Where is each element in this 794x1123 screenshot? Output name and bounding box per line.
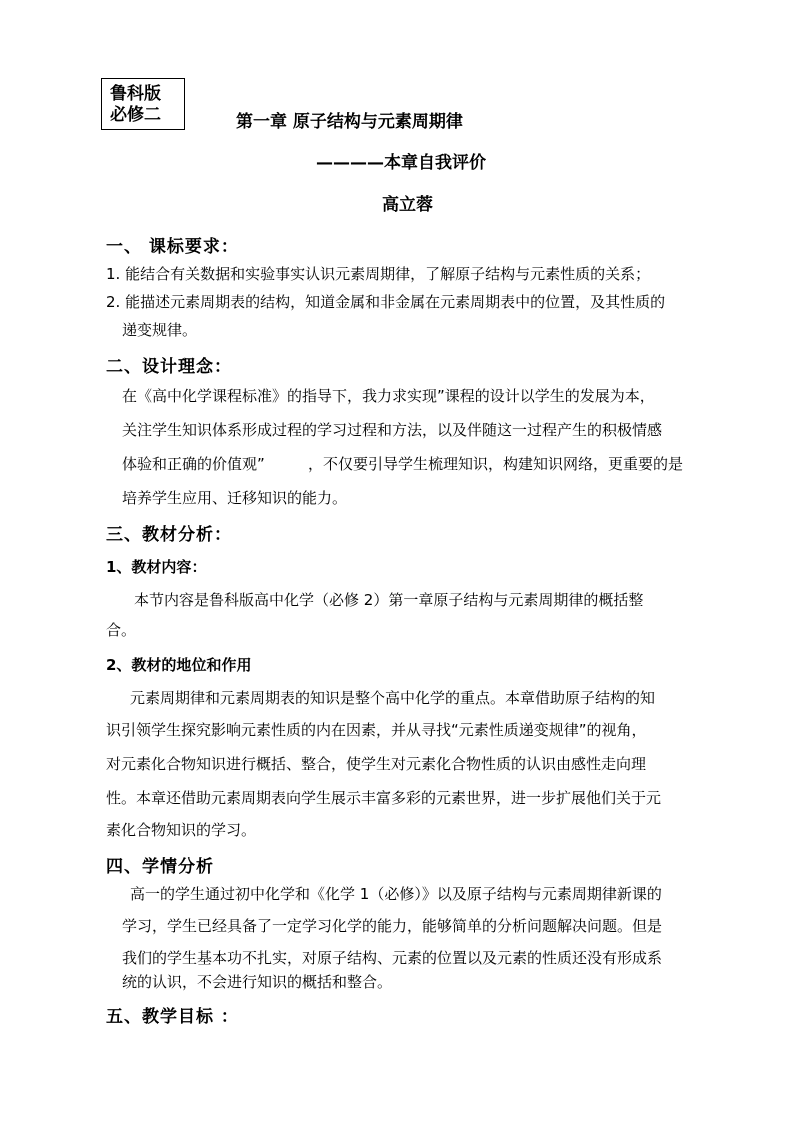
- section-3-sub-2-line-1: 元素周期律和元素周期表的知识是整个高中化学的重点。本章借助原子结构的知: [130, 689, 656, 707]
- section-3-sub-2-heading: 2、教材的地位和作用: [106, 656, 252, 674]
- section-3-sub-2-line-3: 对元素化合物知识进行概括、整合，使学生对元素化合物性质的认识由感性走向理: [106, 755, 647, 773]
- section-1-item-1: 1. 能结合有关数据和实验事实认识元素周期律，了解原子结构与元素性质的关系；: [106, 265, 651, 283]
- section-1-item-2: 2. 能描述元素周期表的结构，知道金属和非金属在元素周期表中的位置，及其性质的: [106, 293, 666, 311]
- section-3-heading: 三、教材分析：: [106, 525, 232, 545]
- section-1-heading: 一、 课标要求：: [106, 237, 239, 257]
- section-3-sub-2-line-2: 识引领学生探究影响元素性质的内在因素，并从寻找“元素性质递变规律”的视角，: [106, 721, 647, 739]
- section-3-sub-1-line-1: 本节内容是鲁科版高中化学（必修 2）第一章原子结构与元素周期律的概括整: [134, 591, 644, 609]
- section-4-heading: 四、学情分析: [106, 857, 214, 877]
- edition-line-1: 鲁科版: [110, 84, 161, 104]
- section-2-line-2: 关注学生知识体系形成过程的学习过程和方法，以及伴随这一过程产生的积极情感: [122, 421, 663, 439]
- document-title: 第一章 原子结构与元素周期律: [236, 112, 463, 132]
- section-5-heading: 五、教学目标 ：: [106, 1007, 239, 1027]
- document-author: 高立蓉: [382, 195, 433, 215]
- section-2-line-1: 在《高中化学课程标准》的指导下，我力求实现”课程的设计以学生的发展为本，: [122, 387, 655, 405]
- edition-box: [101, 78, 185, 130]
- section-4-line-1: 高一的学生通过初中化学和《化学 1（必修）》以及原子结构与元素周期律新课的: [130, 885, 662, 903]
- section-2-line-3b: ，不仅要引导学生梳理知识，构建知识网络，更重要的是: [308, 455, 684, 473]
- section-4-line-2: 学习，学生已经具备了一定学习化学的能力，能够简单的分析问题解决问题。但是: [122, 917, 663, 935]
- section-2-heading: 二、设计理念：: [106, 357, 232, 377]
- section-2-line-4: 培养学生应用、迁移知识的能力。: [122, 489, 348, 507]
- section-3-sub-1-heading: 1、教材内容：: [106, 558, 207, 576]
- edition-line-2: 必修二: [110, 105, 161, 125]
- section-3-sub-1-line-2: 合。: [106, 621, 137, 639]
- document-subtitle: ————本章自我评价: [316, 153, 486, 173]
- section-3-sub-2-line-4: 性。本章还借助元素周期表向学生展示丰富多彩的元素世界，进一步扩展他们关于元: [106, 789, 662, 807]
- section-3-sub-2-line-5: 素化合物知识的学习。: [106, 821, 257, 839]
- section-1-item-2-cont: 递变规律。: [122, 321, 198, 339]
- section-4-line-4: 统的认识，不会进行知识的概括和整合。: [122, 973, 393, 991]
- section-2-line-3a: 体验和正确的价值观”: [122, 455, 265, 473]
- section-4-line-3: 我们的学生基本功不扎实，对原子结构、元素的位置以及元素的性质还没有形成系: [122, 949, 663, 967]
